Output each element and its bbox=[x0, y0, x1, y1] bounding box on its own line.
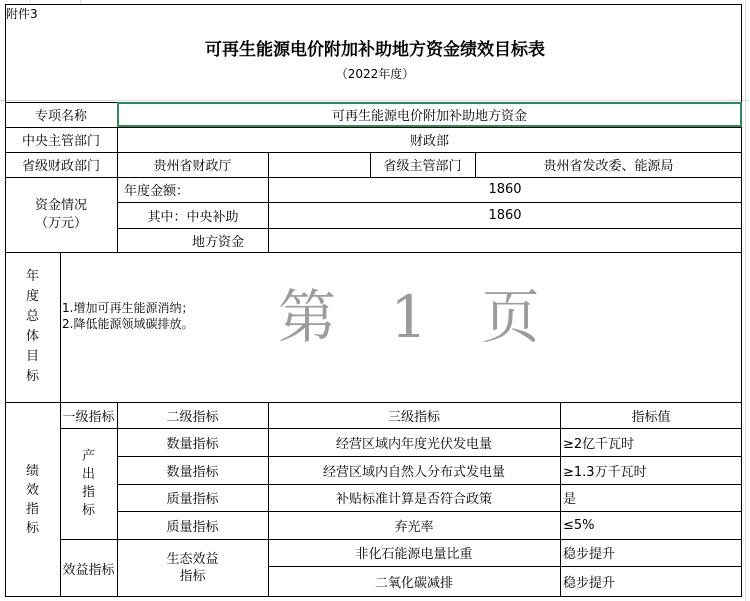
performance-label bbox=[5, 402, 60, 597]
eco-label-line1: 生态效益 bbox=[166, 552, 219, 567]
attachment-label: 附件3 bbox=[6, 7, 38, 21]
annual-goal-content[interactable] bbox=[62, 300, 193, 332]
central-subsidy-value[interactable]: 1860 bbox=[488, 207, 522, 223]
central-dept-label: 中央主管部门 bbox=[21, 134, 100, 149]
benefit-level3[interactable]: 非化石能源电量比重 bbox=[355, 547, 473, 562]
prov-dept-label: 省级主管部门 bbox=[383, 159, 462, 174]
central-subsidy-label: 其中：中央补助 bbox=[147, 209, 239, 225]
output-indicator-label bbox=[60, 428, 117, 539]
output-level2: 质量指标 bbox=[166, 492, 219, 507]
prov-finance-label: 省级财政部门 bbox=[21, 159, 100, 174]
output-value[interactable]: ≥1.3万千瓦时 bbox=[563, 464, 647, 480]
performance-char: 绩 bbox=[25, 463, 39, 479]
output-char: 出 bbox=[81, 466, 95, 482]
annual-goal-char: 体 bbox=[25, 329, 39, 344]
annual-goal-char: 总 bbox=[25, 309, 39, 324]
annual-goal-char: 目 bbox=[25, 349, 39, 364]
eco-benefit-label bbox=[117, 539, 268, 597]
annual-goal-char: 年 bbox=[25, 269, 39, 284]
value-header: 指标值 bbox=[631, 409, 671, 425]
annual-amount-value[interactable]: 1860 bbox=[488, 182, 522, 197]
level1-header: 一级指标 bbox=[62, 409, 115, 425]
output-value[interactable]: 是 bbox=[563, 492, 577, 507]
level2-header: 二级指标 bbox=[166, 409, 219, 425]
page-watermark: 第 1 页 bbox=[278, 283, 558, 351]
performance-char: 指 bbox=[25, 501, 39, 517]
output-level3[interactable]: 弃光率 bbox=[394, 519, 434, 535]
output-level3[interactable]: 经营区域内自然人分布式发电量 bbox=[322, 464, 505, 480]
project-name-label: 专项名称 bbox=[34, 109, 87, 124]
output-level2: 质量指标 bbox=[166, 519, 219, 535]
prov-dept-value[interactable]: 贵州省发改委、能源局 bbox=[543, 159, 674, 174]
output-value[interactable]: ≥2亿千瓦时 bbox=[563, 436, 635, 452]
output-char: 产 bbox=[81, 448, 95, 464]
page-subtitle: （2022年度） bbox=[335, 67, 415, 81]
benefit-value[interactable]: 稳步提升 bbox=[563, 576, 616, 591]
benefit-value[interactable]: 稳步提升 bbox=[563, 547, 616, 562]
local-funds-label: 地方资金 bbox=[191, 234, 244, 250]
output-level2: 数量指标 bbox=[166, 436, 219, 452]
output-level2: 数量指标 bbox=[166, 464, 219, 480]
level3-header: 三级指标 bbox=[387, 409, 440, 425]
performance-char: 效 bbox=[25, 482, 39, 498]
annual-goal-char: 度 bbox=[25, 289, 39, 304]
output-level3[interactable]: 经营区域内年度光伏发电量 bbox=[335, 436, 492, 452]
grid-line bbox=[745, 0, 746, 601]
annual-amount-label: 年度金额： bbox=[124, 184, 190, 199]
funds-label bbox=[5, 177, 117, 252]
funds-label-line2: （万元） bbox=[34, 215, 87, 231]
output-level3[interactable]: 补贴标准计算是否符合政策 bbox=[335, 492, 492, 507]
page-title: 可再生能源电价附加补助地方资金绩效目标表 bbox=[205, 40, 545, 60]
prov-finance-value[interactable]: 贵州省财政厅 bbox=[153, 159, 232, 174]
performance-char: 标 bbox=[25, 520, 39, 536]
output-char: 标 bbox=[81, 502, 95, 518]
output-char: 指 bbox=[81, 484, 95, 500]
central-dept-value[interactable]: 财政部 bbox=[409, 134, 449, 149]
funds-label-line1: 资金情况 bbox=[34, 197, 87, 213]
local-funds-value[interactable] bbox=[268, 228, 742, 252]
annual-goal-char: 标 bbox=[25, 369, 39, 384]
benefit-level3[interactable]: 二氧化碳减排 bbox=[374, 576, 453, 591]
project-name-value[interactable]: 可再生能源电价附加补助地方资金 bbox=[331, 109, 527, 124]
benefit-indicator-label: 效益指标 bbox=[62, 562, 115, 578]
annual-goal-item: 1.增加可再生能源消纳； bbox=[62, 301, 194, 315]
annual-goal-item: 2.降低能源领域碳排放。 bbox=[62, 317, 194, 331]
annual-goal-label bbox=[5, 252, 60, 402]
eco-label-line2: 指标 bbox=[179, 569, 206, 584]
output-value[interactable]: ≤5% bbox=[563, 517, 595, 533]
